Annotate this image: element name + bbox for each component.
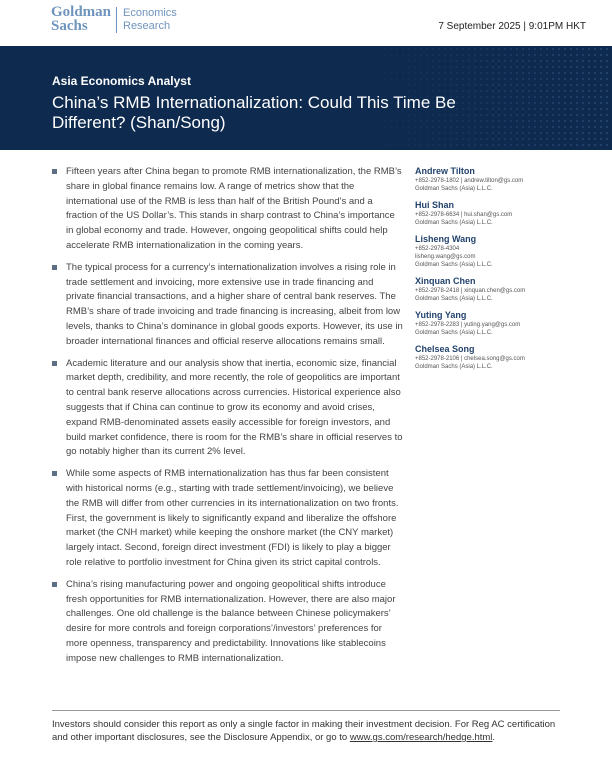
author-firm: Goldman Sachs (Asia) L.L.C. [415,262,493,268]
author-entry [415,310,605,337]
bullet-text: Academic literature and our analysis show that inertia, economic size, financial market depth, credibility, and more recently, the role of geopolitics are important to central bank reserve allocations across currencies. Historical experience also suggests that if China can continue to grow its economy and avoid crises, expand RMB-denominated assets easily accessible for foreign investors, and build market confidence, there is room for the RMB’s share in official reserves to go notably higher than its current 2% level. [66,357,403,458]
disclosure-text: Investors should consider this report as only a single factor in making their investment decision. For Reg AC certification and other important disclosures, see the Disclosure Appendix, or go to [52,719,556,743]
disclosure-end: . [492,732,496,743]
disclosure-link[interactable]: www.gs.com/research/hedge.html [349,732,493,743]
author-entry [415,276,605,303]
author-email[interactable]: lisheng.wang@gs.com [415,254,476,260]
goldman-sachs-logo [51,5,111,33]
author-firm: Goldman Sachs (Asia) L.L.C. [415,330,493,336]
bullet-square-icon [52,169,57,174]
author-name: Hui Shan [415,200,455,210]
author-name: Yuting Yang [415,310,467,320]
author-firm: Goldman Sachs (Asia) L.L.C. [415,186,493,192]
report-date: 7 September 2025 | 9:01PM HKT [438,21,586,32]
bullet-point [52,467,404,571]
author-name: Lisheng Wang [415,234,477,244]
author-contact[interactable]: +852-2978-2106 | chelsea.song@gs.com [415,356,525,362]
author-contact[interactable]: +852-2978-6634 | hui.shan@gs.com [415,212,513,218]
logo-divider [116,7,117,33]
author-contact[interactable]: +852-2978-1802 | andrew.tilton@gs.com [415,178,524,184]
bullet-text: Fifteen years after China began to promote RMB internationalization, the RMB’s share in global finance remains low. A range of metrics show that the international use of the RMB is less than half of the British Pound’s and a fraction of the US Dollar’s. This stands in sharp contrast to China’s importance in global economy and trade. However, ongoing geopolitical shifts could help accelerate RMB internationalization in the coming years. [66,166,402,251]
bullet-square-icon [52,471,57,476]
author-phone: +852-2978-4304 [415,246,460,252]
author-contact[interactable]: +852-2978-2283 | yuting.yang@gs.com [415,322,521,328]
author-firm: Goldman Sachs (Asia) L.L.C. [415,364,493,370]
logo-line-2: Sachs [51,18,88,34]
bullet-point [52,357,404,461]
footer-divider [52,710,560,711]
bullet-point [52,165,404,254]
author-name: Xinquan Chen [415,276,476,286]
disclosure-footer [52,718,572,744]
summary-bullets [52,165,404,674]
bullet-text: While some aspects of RMB internationalization has thus far been consistent with historical norms (e.g., starting with trade settlement/invoicing), we believe the RMB will differ from other currencies in its internationalization on two fronts. First, the government is likely to significantly expand and liberalize the offshore market (the CNH market) while keeping the onshore market (the CNY market) largely intact. Second, foreign direct investment (FDI) is likely to play a bigger role relative to portfolio investment for China given its strict capital controls. [66,468,399,568]
logo-line-1: Goldman [51,4,112,20]
author-entry [415,234,605,269]
author-firm: Goldman Sachs (Asia) L.L.C. [415,296,493,302]
bullet-text: China’s rising manufacturing power and ongoing geopolitical shifts introduce fresh opportunities for RMB internationalization. However, there are also major challenges. One old challenge is the balance between Chinese policymakers’ desire for more controls and foreign corporations’/investors’ preferences for more openness, transparency and predictability. Innovations like stablecoins impose new challenges to RMB internationalization. [66,578,396,664]
report-title: China’s RMB Internationalization: Could This Time Be Different? (Shan/Song) [52,93,456,132]
bullet-square-icon [52,361,57,366]
author-entry [415,166,605,193]
bullet-text: The typical process for a currency’s internationalization involves a rising role in trade settlement and invoicing, more extensive use in trade financing and private financial transactions, and a higher share of central bank reserves. The RMB’s share of trade invoicing and trade financing is increasing, albeit from low levels, thanks to China’s dominance in global goods exports. However, its use in broader international finances and official reserve allocations remains small. [66,261,403,347]
author-list [415,166,605,378]
unit-line-2: Research [123,19,171,32]
series-name: Asia Economics Analyst [52,74,191,88]
bullet-point [52,261,404,350]
bullet-square-icon [52,265,57,270]
title-banner [0,46,612,150]
bullet-square-icon [52,582,57,587]
author-contact[interactable]: +852-2978-2418 | xinquan.chen@gs.com [415,288,526,294]
unit-line-1: Economics [123,7,177,19]
bullet-point [52,578,404,667]
author-firm: Goldman Sachs (Asia) L.L.C. [415,220,493,226]
report-header [0,0,612,46]
author-name: Chelsea Song [415,344,475,354]
author-name: Andrew Tilton [415,166,475,176]
author-entry [415,200,605,227]
author-entry [415,344,605,371]
unit-name [123,7,177,32]
